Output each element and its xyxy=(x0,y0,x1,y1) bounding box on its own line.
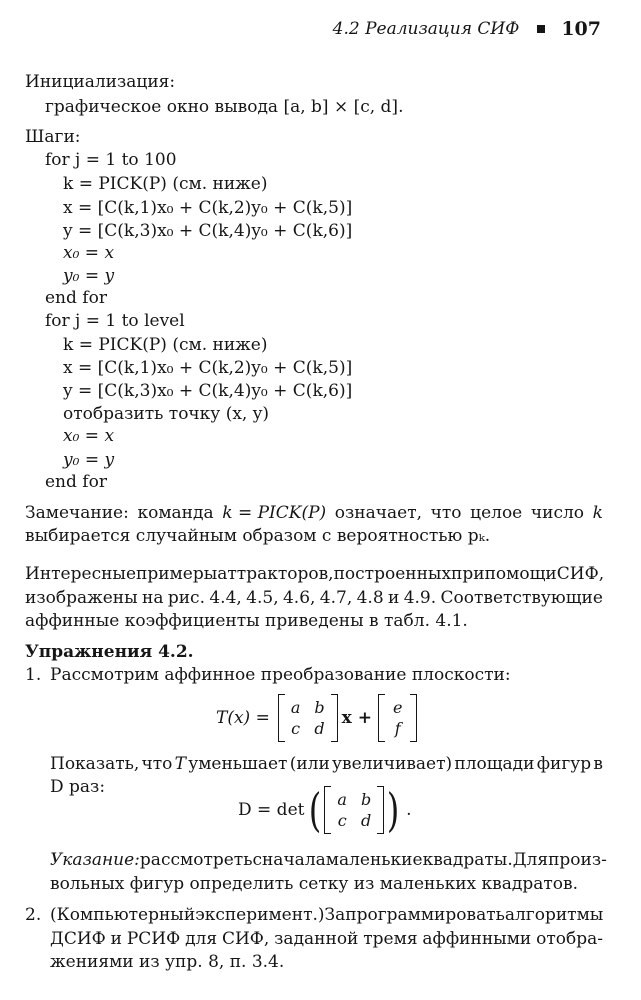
hint-line2: вольных фигур определить сетку из маленьких квадратов. xyxy=(50,874,578,894)
ex2-line1: (Компьютерный эксперимент.) Запрограммировать алгоритмы xyxy=(50,905,604,925)
affine-equation xyxy=(216,694,417,742)
hint-line1: Указание: рассмотреть сначала маленькие квадраты. Для произ- xyxy=(50,850,607,870)
code-end1: end for xyxy=(45,288,107,308)
exercises-heading: Упражнения 4.2. xyxy=(25,642,194,662)
ex2-line3: жениями из упр. 8, п. 3.4. xyxy=(50,952,285,972)
code-x0b: x₀ = x xyxy=(63,426,115,446)
code-x0a: x₀ = x xyxy=(63,243,115,263)
det-end: . xyxy=(406,800,412,820)
code-k2: k = PICK(P) (см. ниже) xyxy=(63,335,268,355)
section-title: 4.2 Реализация СИФ xyxy=(332,19,520,39)
ex2-line2: ДСИФ и РСИФ для СИФ, заданной тремя аффинными отобра- xyxy=(50,929,603,949)
left-paren: ( xyxy=(309,783,322,837)
code-y0b: y₀ = y xyxy=(63,450,115,470)
coefficient-matrix: a b c d xyxy=(278,694,338,742)
para-line1: Интересные примеры аттракторов, построенных при помощи СИФ, xyxy=(25,564,605,584)
ex2-number: 2. xyxy=(25,905,42,925)
separator-square-icon xyxy=(537,25,545,33)
running-head xyxy=(333,18,601,40)
remark-line2: выбирается случайным образом с вероятностью pₖ. xyxy=(25,526,491,546)
page-number: 107 xyxy=(561,18,601,40)
code-y0a: y₀ = y xyxy=(63,266,115,286)
init-text: графическое окно вывода [a, b] × [c, d]. xyxy=(45,97,404,117)
ex1-text: Рассмотрим аффинное преобразование плоскости: xyxy=(50,665,511,685)
right-paren: ) xyxy=(386,783,400,837)
code-y2: y = [C(k,3)x₀ + C(k,4)y₀ + C(k,6)] xyxy=(63,381,353,401)
show-line2: D раз: xyxy=(50,777,106,797)
offset-vector: e f xyxy=(378,694,417,742)
para-line2: изображены на рис. 4.4, 4.5, 4.6, 4.7, 4.8 и 4.9. Соответствующие xyxy=(25,588,603,608)
init-label: Инициализация: xyxy=(25,72,176,92)
code-loop2: for j = 1 to level xyxy=(45,311,185,331)
hint-label: Указание: xyxy=(50,850,140,870)
code-k1: k = PICK(P) (см. ниже) xyxy=(63,174,268,194)
para-line3: аффинные коэффициенты приведены в табл. 4.1. xyxy=(25,611,468,631)
steps-label: Шаги: xyxy=(25,127,81,147)
code-x2: x = [C(k,1)x₀ + C(k,2)y₀ + C(k,5)] xyxy=(63,358,353,378)
code-x1: x = [C(k,1)x₀ + C(k,2)y₀ + C(k,5)] xyxy=(63,198,353,218)
det-matrix: a b c d xyxy=(324,786,384,834)
code-plot: отобразить точку (x, y) xyxy=(63,404,269,424)
show-line1: Показать, что T уменьшает (или увеличивает) площади фигур в xyxy=(50,754,603,774)
eq-mid: x + xyxy=(341,708,372,728)
code-loop1: for j = 1 to 100 xyxy=(45,150,177,170)
ex1-number: 1. xyxy=(25,665,42,685)
code-end2: end for xyxy=(45,472,107,492)
det-lhs: D = det xyxy=(238,800,305,820)
remark-line1: Замечание: команда k = PICK(P) означает, что целое число k xyxy=(25,503,603,523)
eq-lhs: T(x) = xyxy=(216,708,270,728)
determinant-equation xyxy=(238,783,412,837)
code-y1: y = [C(k,3)x₀ + C(k,4)y₀ + C(k,6)] xyxy=(63,221,353,241)
